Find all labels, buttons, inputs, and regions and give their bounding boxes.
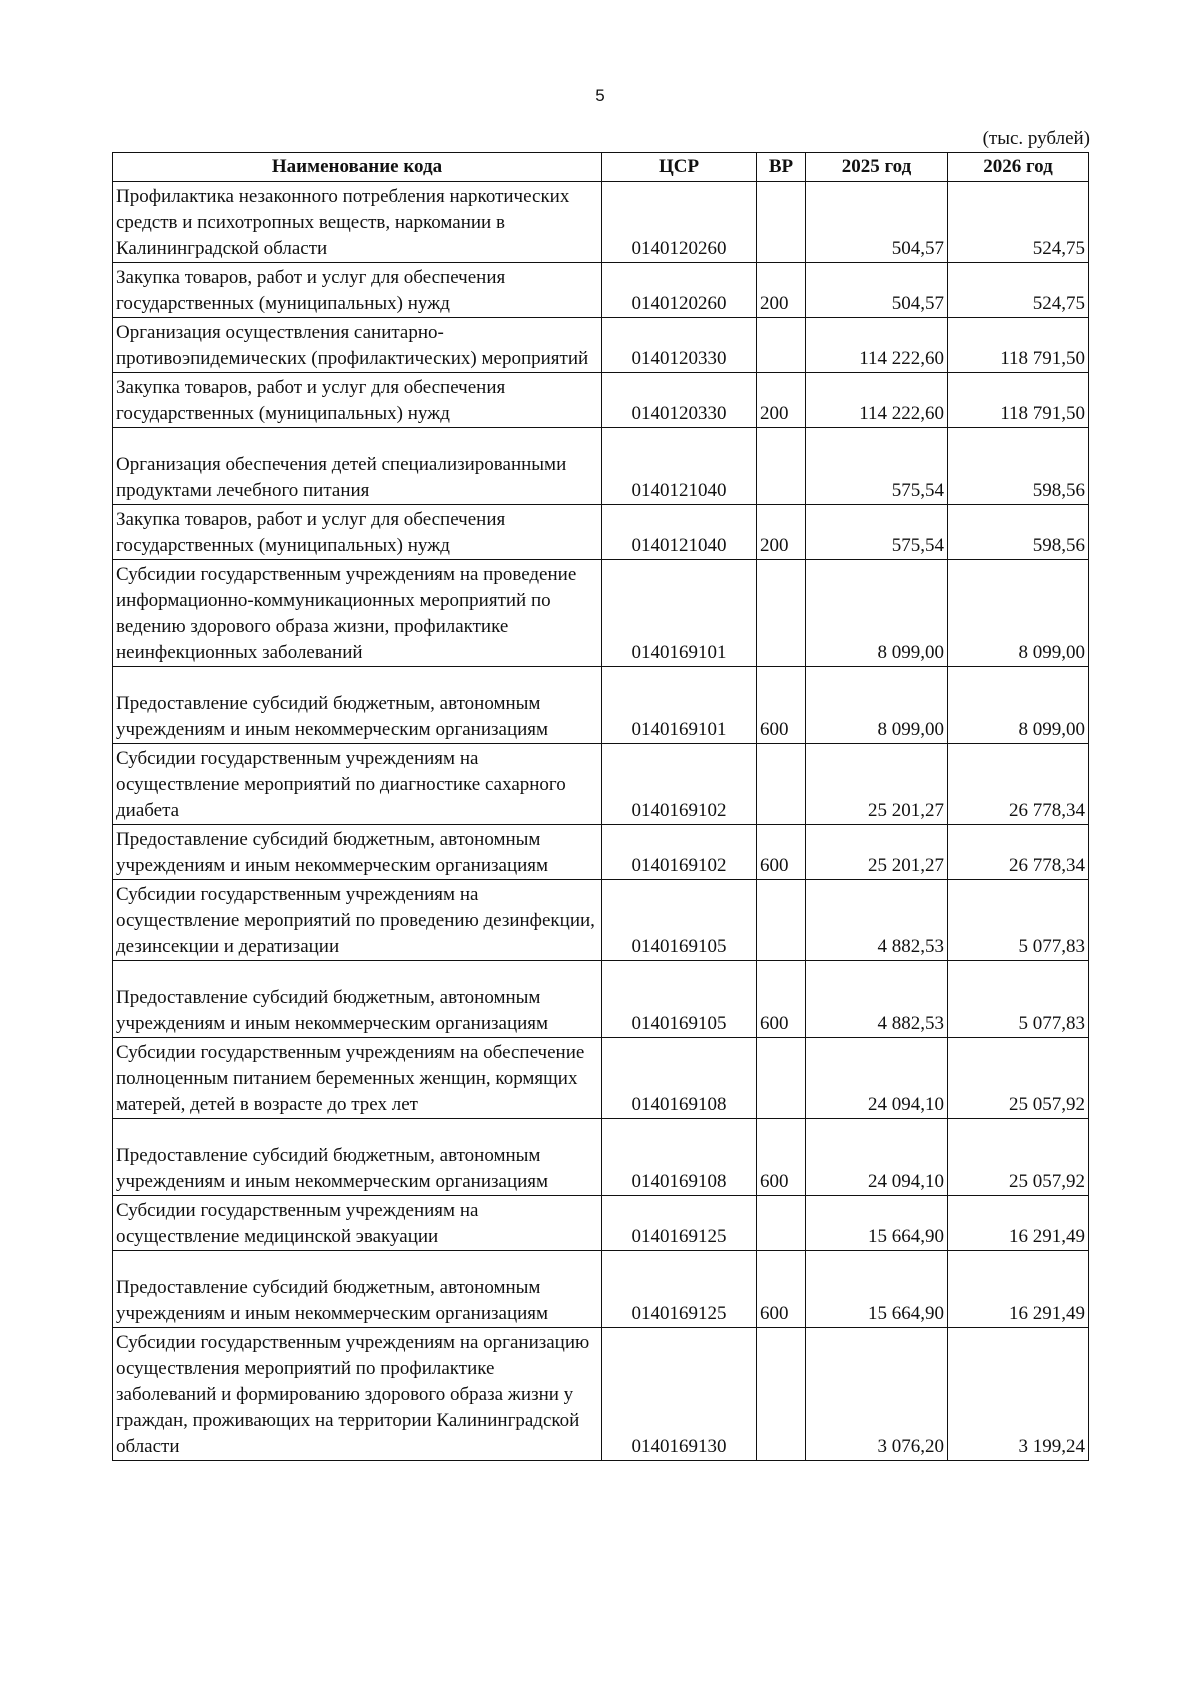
row-csr: 0140169101 xyxy=(602,667,757,744)
table-header-row xyxy=(113,153,1089,182)
row-csr: 0140120260 xyxy=(602,182,757,263)
column-header-2025: 2025 год xyxy=(806,153,948,182)
row-name: Субсидии государственным учреждениям на осуществление мероприятий по диагностике сахарного диабета xyxy=(113,744,602,825)
table-row xyxy=(113,1328,1089,1461)
table-row xyxy=(113,428,1089,505)
row-vr xyxy=(757,880,806,961)
row-csr: 0140169108 xyxy=(602,1119,757,1196)
table-row xyxy=(113,667,1089,744)
row-vr: 600 xyxy=(757,1251,806,1328)
row-vr: 200 xyxy=(757,263,806,318)
table-row xyxy=(113,880,1089,961)
row-vr: 600 xyxy=(757,667,806,744)
row-2026: 118 791,50 xyxy=(948,373,1089,428)
table-row xyxy=(113,1119,1089,1196)
row-2026: 5 077,83 xyxy=(948,880,1089,961)
column-header-2026: 2026 год xyxy=(948,153,1089,182)
row-name: Субсидии государственным учреждениям на организацию осуществления мероприятий по профилактике заболеваний и формированию здорового образа жизни у граждан, проживающих на территории Калининградской области xyxy=(113,1328,602,1461)
column-header-vr: ВР xyxy=(757,153,806,182)
row-csr: 0140120330 xyxy=(602,373,757,428)
row-name: Закупка товаров, работ и услуг для обеспечения государственных (муниципальных) нужд xyxy=(113,505,602,560)
row-csr: 0140169130 xyxy=(602,1328,757,1461)
table-row xyxy=(113,505,1089,560)
row-name: Предоставление субсидий бюджетным, автономным учреждениям и иным некоммерческим организациям xyxy=(113,825,602,880)
row-2025: 504,57 xyxy=(806,263,948,318)
row-2025: 4 882,53 xyxy=(806,961,948,1038)
row-csr: 0140120260 xyxy=(602,263,757,318)
row-2026: 26 778,34 xyxy=(948,744,1089,825)
column-header-csr: ЦСР xyxy=(602,153,757,182)
row-name: Предоставление субсидий бюджетным, автономным учреждениям и иным некоммерческим организациям xyxy=(113,1251,602,1328)
table-row xyxy=(113,961,1089,1038)
row-name: Субсидии государственным учреждениям на обеспечение полноценным питанием беременных женщин, кормящих матерей, детей в возрасте до трех лет xyxy=(113,1038,602,1119)
row-2025: 15 664,90 xyxy=(806,1196,948,1251)
row-2025: 25 201,27 xyxy=(806,825,948,880)
row-2025: 114 222,60 xyxy=(806,318,948,373)
row-vr xyxy=(757,428,806,505)
row-2025: 114 222,60 xyxy=(806,373,948,428)
table-row xyxy=(113,825,1089,880)
row-2026: 598,56 xyxy=(948,505,1089,560)
row-csr: 0140121040 xyxy=(602,505,757,560)
row-csr: 0140169105 xyxy=(602,880,757,961)
row-vr xyxy=(757,1328,806,1461)
row-2026: 598,56 xyxy=(948,428,1089,505)
row-vr: 600 xyxy=(757,961,806,1038)
row-2026: 118 791,50 xyxy=(948,318,1089,373)
page-number: 5 xyxy=(595,86,605,105)
table-row xyxy=(113,1251,1089,1328)
table-row xyxy=(113,373,1089,428)
row-name: Организация обеспечения детей специализированными продуктами лечебного питания xyxy=(113,428,602,505)
row-2026: 26 778,34 xyxy=(948,825,1089,880)
row-2025: 3 076,20 xyxy=(806,1328,948,1461)
row-name: Организация осуществления санитарно-противоэпидемических (профилактических) мероприятий xyxy=(113,318,602,373)
row-csr: 0140169102 xyxy=(602,744,757,825)
row-name: Предоставление субсидий бюджетным, автономным учреждениям и иным некоммерческим организациям xyxy=(113,1119,602,1196)
row-2025: 575,54 xyxy=(806,428,948,505)
row-2026: 5 077,83 xyxy=(948,961,1089,1038)
row-2025: 25 201,27 xyxy=(806,744,948,825)
row-vr xyxy=(757,560,806,667)
row-name: Предоставление субсидий бюджетным, автономным учреждениям и иным некоммерческим организациям xyxy=(113,961,602,1038)
row-csr: 0140121040 xyxy=(602,428,757,505)
row-2026: 16 291,49 xyxy=(948,1196,1089,1251)
row-2026: 524,75 xyxy=(948,263,1089,318)
row-vr xyxy=(757,744,806,825)
table-row xyxy=(113,263,1089,318)
column-header-name: Наименование кода xyxy=(113,153,602,182)
budget-table xyxy=(112,152,1089,1461)
row-vr: 200 xyxy=(757,505,806,560)
row-vr xyxy=(757,318,806,373)
row-csr: 0140169125 xyxy=(602,1196,757,1251)
row-vr: 200 xyxy=(757,373,806,428)
row-vr xyxy=(757,1196,806,1251)
row-vr: 600 xyxy=(757,825,806,880)
table-row xyxy=(113,318,1089,373)
row-name: Предоставление субсидий бюджетным, автономным учреждениям и иным некоммерческим организациям xyxy=(113,667,602,744)
row-2026: 25 057,92 xyxy=(948,1038,1089,1119)
table-row xyxy=(113,560,1089,667)
table-row xyxy=(113,744,1089,825)
table-row xyxy=(113,182,1089,263)
row-vr xyxy=(757,1038,806,1119)
row-2026: 8 099,00 xyxy=(948,667,1089,744)
row-csr: 0140169105 xyxy=(602,961,757,1038)
row-vr xyxy=(757,182,806,263)
row-csr: 0140169102 xyxy=(602,825,757,880)
row-csr: 0140169101 xyxy=(602,560,757,667)
table-row xyxy=(113,1038,1089,1119)
row-2025: 8 099,00 xyxy=(806,560,948,667)
row-2025: 8 099,00 xyxy=(806,667,948,744)
row-name: Субсидии государственным учреждениям на осуществление медицинской эвакуации xyxy=(113,1196,602,1251)
row-name: Субсидии государственным учреждениям на осуществление мероприятий по проведению дезинфекции, дезинсекции и дератизации xyxy=(113,880,602,961)
row-2026: 3 199,24 xyxy=(948,1328,1089,1461)
row-2026: 16 291,49 xyxy=(948,1251,1089,1328)
row-vr: 600 xyxy=(757,1119,806,1196)
row-2025: 15 664,90 xyxy=(806,1251,948,1328)
row-csr: 0140169125 xyxy=(602,1251,757,1328)
row-csr: 0140120330 xyxy=(602,318,757,373)
row-csr: 0140169108 xyxy=(602,1038,757,1119)
row-2026: 8 099,00 xyxy=(948,560,1089,667)
row-name: Профилактика незаконного потребления наркотических средств и психотропных веществ, наркомании в Калининградской области xyxy=(113,182,602,263)
row-2025: 504,57 xyxy=(806,182,948,263)
row-2026: 25 057,92 xyxy=(948,1119,1089,1196)
row-2025: 24 094,10 xyxy=(806,1038,948,1119)
row-name: Закупка товаров, работ и услуг для обеспечения государственных (муниципальных) нужд xyxy=(113,373,602,428)
table-row xyxy=(113,1196,1089,1251)
row-name: Субсидии государственным учреждениям на проведение информационно-коммуникационных мероприятий по ведению здорового образа жизни, профилактике неинфекционных заболеваний xyxy=(113,560,602,667)
row-2025: 24 094,10 xyxy=(806,1119,948,1196)
units-label: (тыс. рублей) xyxy=(982,128,1090,149)
row-2025: 4 882,53 xyxy=(806,880,948,961)
row-2026: 524,75 xyxy=(948,182,1089,263)
row-name: Закупка товаров, работ и услуг для обеспечения государственных (муниципальных) нужд xyxy=(113,263,602,318)
row-2025: 575,54 xyxy=(806,505,948,560)
